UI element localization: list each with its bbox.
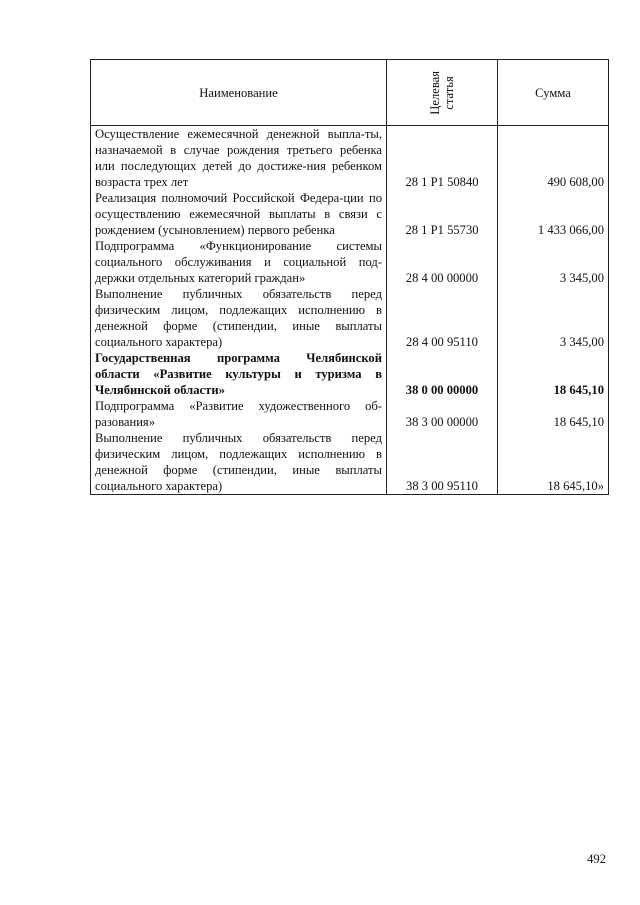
row-sum: 18 645,10 [498,398,609,430]
row-name: Выполнение публичных обязательств перед физическим лицом, подлежащих исполнению в денежной форме (стипендии, иные выплаты социального характера) [91,286,387,350]
row-name: Осуществление ежемесячной денежной выпла-ты, назначаемой в случае рождения третьего ребенка или последующих детей до достиже-ния ребенком возраста трех лет [91,126,387,191]
table-body [91,126,609,495]
row-name: Реализация полномочий Российской Федера-ции по осуществлению ежемесячной выплаты в связи с рождением (усыновлением) первого ребенка [91,190,387,238]
header-code-label: Целевая статья [428,70,456,115]
row-code: 28 1 P1 50840 [387,126,498,191]
row-sum: 490 608,00 [498,126,609,191]
header-code [387,60,498,126]
row-sum: 3 345,00 [498,238,609,286]
table-row [91,286,609,350]
table-row [91,126,609,191]
row-code: 38 3 00 95110 [387,430,498,495]
header-name: Наименование [91,60,387,126]
row-code: 28 4 00 00000 [387,238,498,286]
row-sum: 18 645,10» [498,430,609,495]
row-sum: 1 433 066,00 [498,190,609,238]
row-sum: 18 645,10 [498,350,609,398]
row-sum: 3 345,00 [498,286,609,350]
row-code: 28 4 00 95110 [387,286,498,350]
page-number: 492 [587,852,606,866]
row-name: Выполнение публичных обязательств перед физическим лицом, подлежащих исполнению в денежной форме (стипендии, иные выплаты социального характера) [91,430,387,495]
header-sum: Сумма [498,60,609,126]
row-code: 38 0 00 00000 [387,350,498,398]
table-row [91,430,609,495]
table-row [91,190,609,238]
table-header-row [91,60,609,126]
table-row [91,238,609,286]
row-name: Подпрограмма «Функционирование системы социального обслуживания и социальной под-держки отдельных категорий граждан» [91,238,387,286]
budget-table [90,59,609,495]
row-name: Государственная программа Челябинской области «Развитие культуры и туризма в Челябинской области» [91,350,387,398]
row-code: 38 3 00 00000 [387,398,498,430]
row-name: Подпрограмма «Развитие художественного об-разования» [91,398,387,430]
row-code: 28 1 P1 55730 [387,190,498,238]
table-row [91,350,609,398]
table-row [91,398,609,430]
